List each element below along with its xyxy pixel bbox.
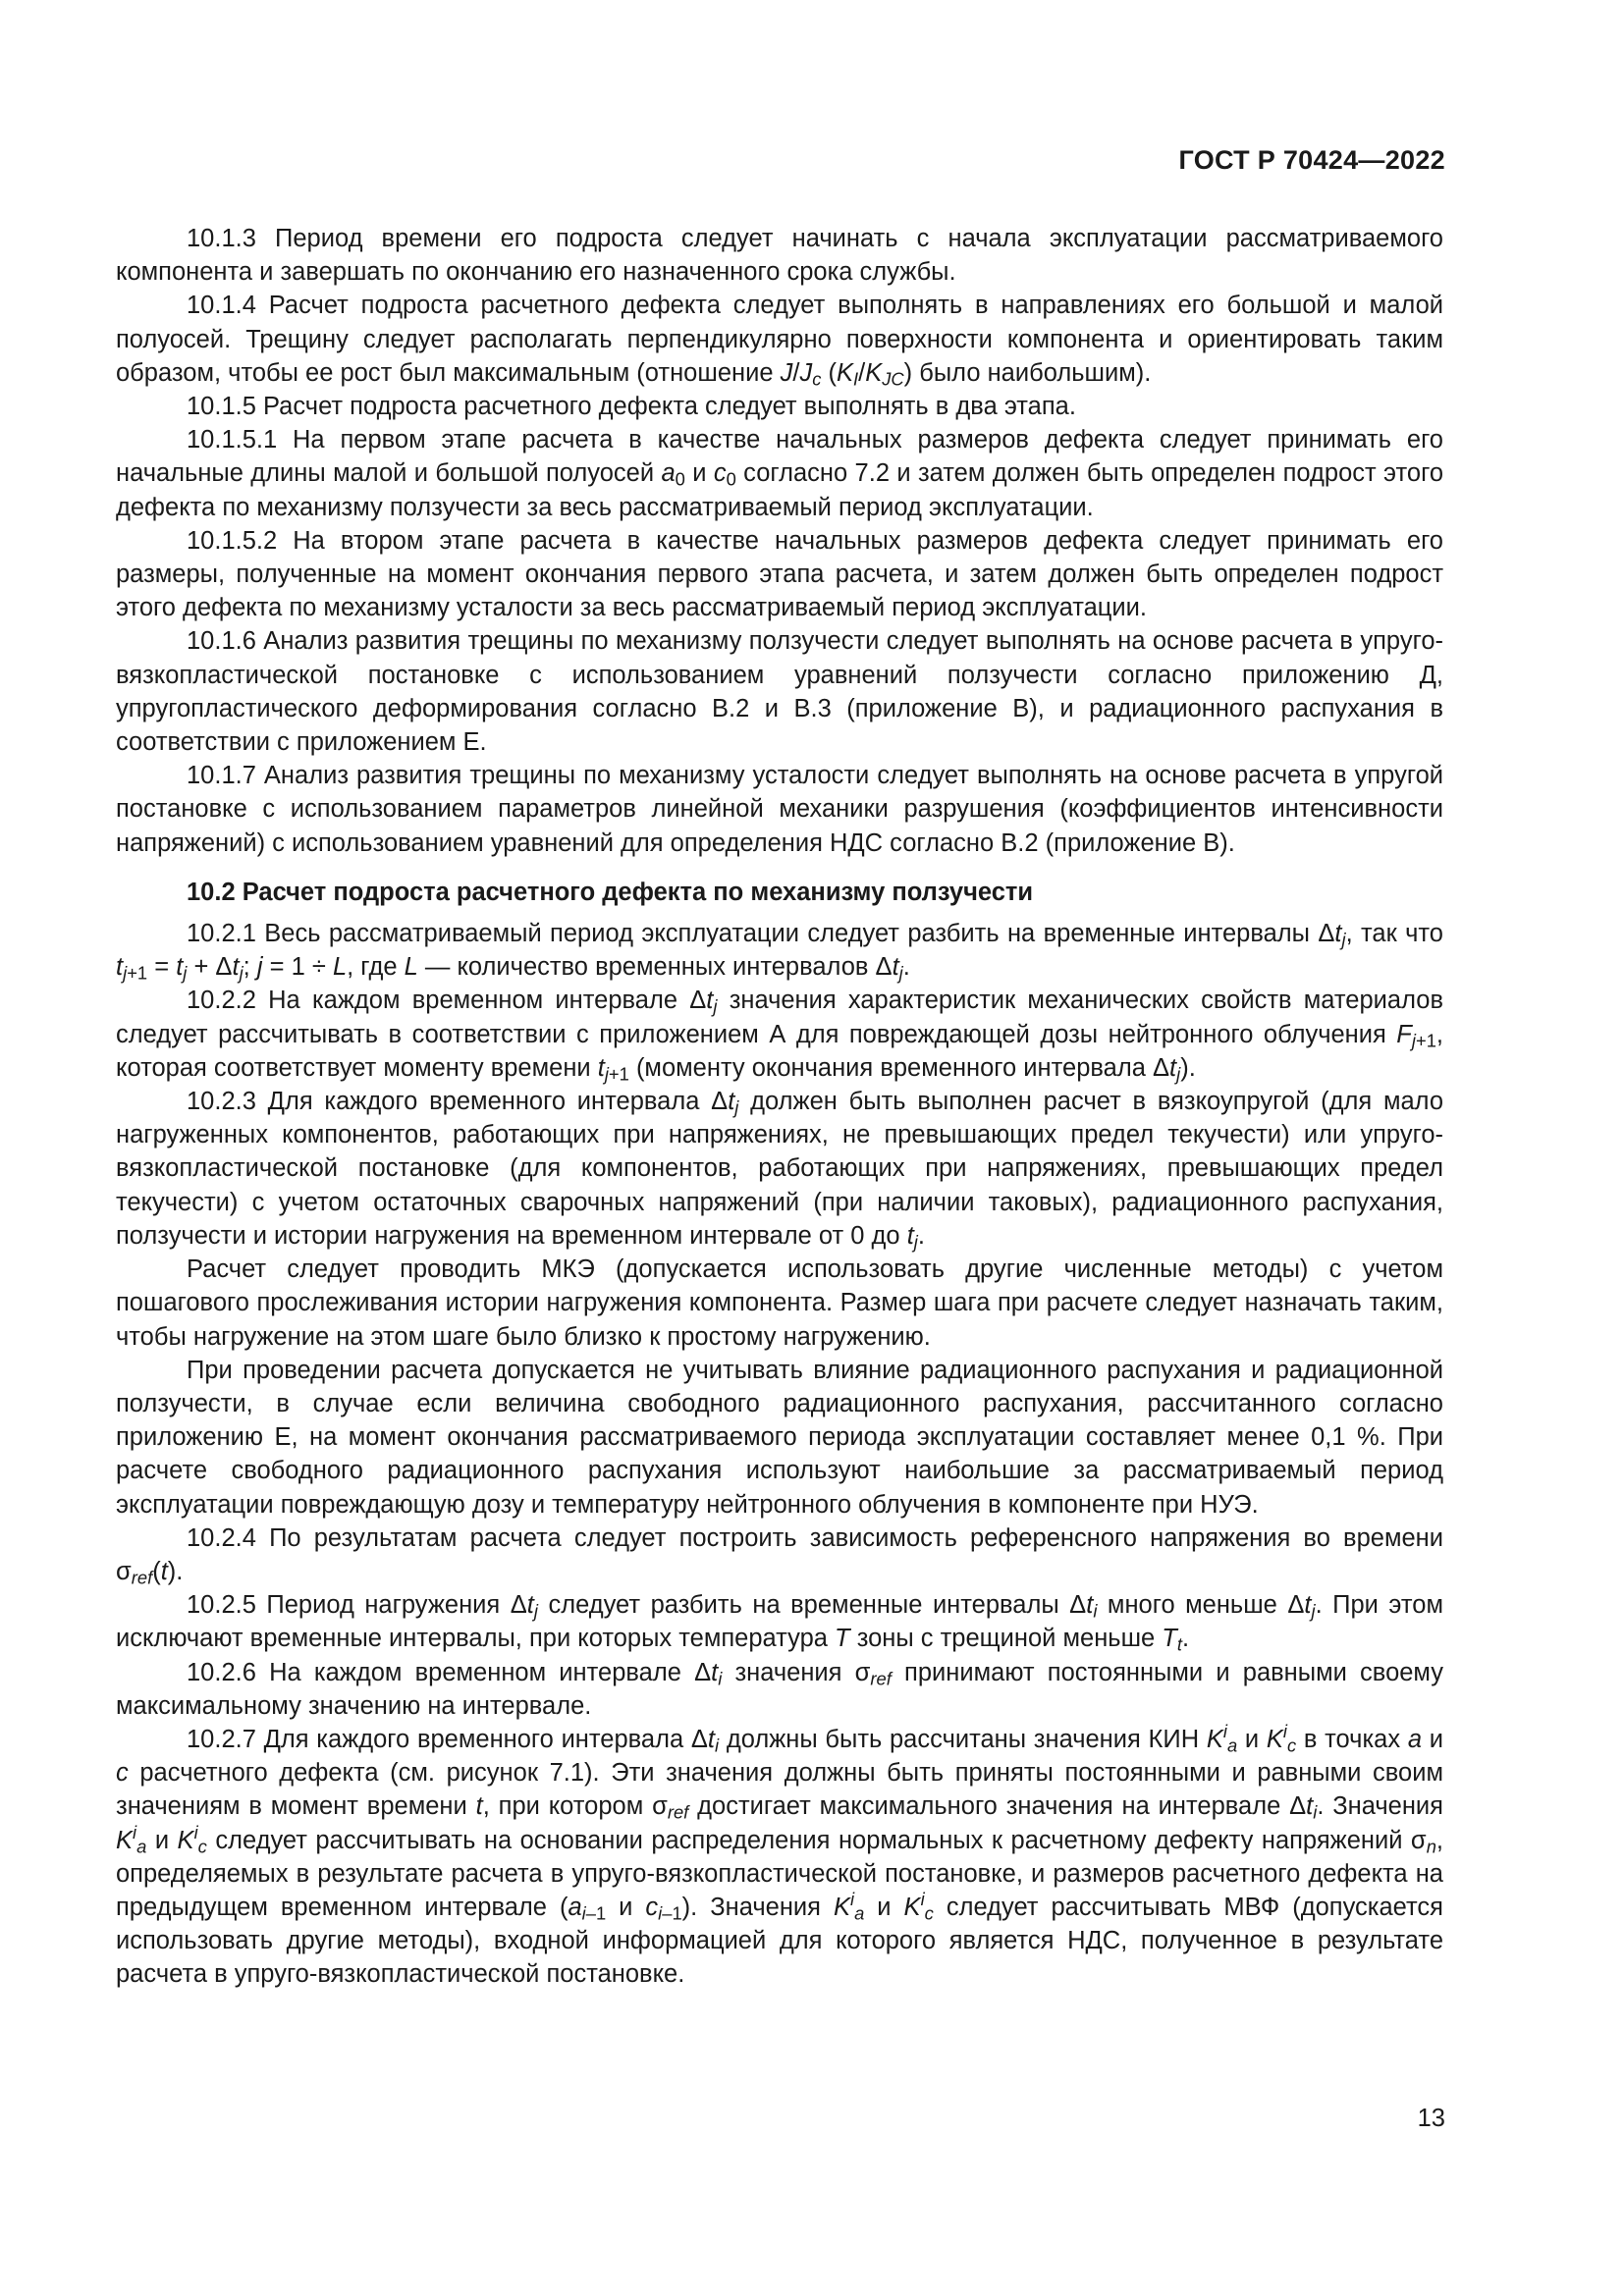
paragraph-10-2-1: 10.2.1 Весь рассматриваемый период эксплуатации следует разбить на временные интервалы $\Delta t_j$, так что $t_{j+1} = t_j + \Delta t_j$; j = 1 ÷ L, где L — количество временных интервалов $\Delta t_j$. [116, 920, 1443, 984]
paragraph-fem-method: Расчет следует проводить МКЭ (допускается использовать другие численные методы) с учетом пошагового прослеживания истории нагружения компонента. Размер шага при расчете следует назначать таким, чтобы нагружение на этом шаге было близко к простому нагружению. [116, 1255, 1443, 1351]
page-number: 13 [1417, 2105, 1445, 2132]
paragraph-10-1-6: 10.1.6 Анализ развития трещины по механизму ползучести следует выполнять на основе расчета в упруго-вязкопластической постановке с использованием уравнений ползучести согласно приложению Д, упругопластического деформирования согласно В.2 и В.3 (приложение В), и радиационного распухания в соответствии с приложением Е. [116, 627, 1443, 757]
paragraph-10-2-5: 10.2.5 Период нагружения $\Delta t_j$ следует разбить на временные интервалы $\Delta t_i$ много меньше $\Delta t_j$. При этом исключают временные интервалы, при которых температура T зоны с трещиной меньше $T_t$. [116, 1591, 1443, 1655]
paragraph-10-2-2: 10.2.2 На каждом временном интервале $\Delta t_j$ значения характеристик механических свойств материалов следует рассчитывать в соответствии с приложением А для повреждающей дозы нейтронного облучения $F_{j+1}$, которая соответствует моменту времени $t_{j+1}$ (моменту окончания временного интервала $\Delta t_j$). [116, 987, 1443, 1085]
document-body [116, 222, 1443, 1992]
paragraph-10-1-5: 10.1.5 Расчет подроста расчетного дефекта следует выполнять в два этапа. [187, 393, 1076, 421]
paragraph-10-1-3: 10.1.3 Период времени его подроста следует начинать с начала эксплуатации рассматриваемого компонента и завершать по окончанию его назначенного срока службы. [116, 225, 1443, 287]
paragraph-10-1-5-1: 10.1.5.1 На первом этапе расчета в качестве начальных размеров дефекта следует принимать его начальные длины малой и большой полуосей $a_0$ и $c_0$ согласно 7.2 и затем должен быть определен подрост этого дефекта по механизму ползучести за весь рассматриваемый период эксплуатации. [116, 426, 1443, 521]
paragraph-10-1-4: 10.1.4 Расчет подроста расчетного дефекта следует выполнять в направлениях его большой и малой полуосей. Трещину следует располагать перпендикулярно поверхности компонента и ориентировать таким образом, чтобы ее рост был максимальным (отношение $J/J_c$ $(K_I/K_{JC})$ было наибольшим). [116, 292, 1443, 390]
document-standard-id: ГОСТ Р 70424—2022 [1178, 145, 1445, 175]
paragraph-10-1-7: 10.1.7 Анализ развития трещины по механизму усталости следует выполнять на основе расчета в упругой постановке с использованием параметров линейной механики разрушения (коэффициентов интенсивности напряжений) с использованием уравнений для определения НДС согласно В.2 (приложение В). [116, 762, 1443, 857]
paragraph-10-2-7: 10.2.7 Для каждого временного интервала $\Delta t_i$ должны быть рассчитаны значения КИН $K^i_a$ и $K^i_c$ в точках a и c расчетного дефекта (см. рисунок 7.1). Эти значения должны быть приняты постоянными и равными своим значениям в момент времени t, при котором $\sigma_{ref}$ достигает максимального значения на интервале $\Delta t_i$. Значения $K^i_a$ и $K^i_c$ следует рассчитывать на основании распределения нормальных к расчетному дефекту напряжений $\sigma_n$, определяемых в результате расчета в упруго-вязкопластической постановке, и размеров расчетного дефекта на предыдущем временном интервале ($a_{i-1}$ и $c_{i-1}$). Значения $K^i_a$ и $K^i_c$ следует рассчитывать МВФ (допускается использовать другие методы), входной информацией для которого является НДС, полученное в результате расчета в упруго-вязкопластической постановке. [116, 1720, 1443, 1989]
paragraph-10-2-3: 10.2.3 Для каждого временного интервала $\Delta t_j$ должен быть выполнен расчет в вязкоупругой (для мало нагруженных компонентов, работающих при напряжениях, не превышающих предел текучести) или упруго-вязкопластической постановке (для компонентов, работающих при напряжениях, превышающих предел текучести) с учетом остаточных сварочных напряжений (при наличии таковых), радиационного распухания, ползучести и истории нагружения на временном интервале от 0 до $t_j$. [116, 1088, 1443, 1253]
paragraph-radiation-swelling: При проведении расчета допускается не учитывать влияние радиационного распухания и радиационной ползучести, в случае если величина свободного радиационного распухания, рассчитанного согласно приложению Е, на момент окончания рассматриваемого периода эксплуатации составляет менее 0,1 %. При расчете свободного радиационного распухания используют наибольшие за рассматриваемый период эксплуатации повреждающую дозу и температуру нейтронного облучения в компоненте при НУЭ. [116, 1356, 1443, 1519]
section-heading-10-2: 10.2 Расчет подроста расчетного дефекта по механизму ползучести [187, 878, 1034, 906]
paragraph-10-1-5-2: 10.1.5.2 На втором этапе расчета в качестве начальных размеров дефекта следует принимать его размеры, полученные на момент окончания первого этапа расчета, и затем должен быть определен подрост этого дефекта по механизму усталости за весь рассматриваемый период эксплуатации. [116, 526, 1443, 622]
paragraph-10-2-4: 10.2.4 По результатам расчета следует построить зависимость референсного напряжения во времени $\sigma_{ref}(t)$. [116, 1523, 1443, 1588]
paragraph-10-2-6: 10.2.6 На каждом временном интервале $\Delta t_i$ значения $\sigma_{ref}$ принимают постоянными и равными своему максимальному значению на интервале. [116, 1658, 1443, 1720]
